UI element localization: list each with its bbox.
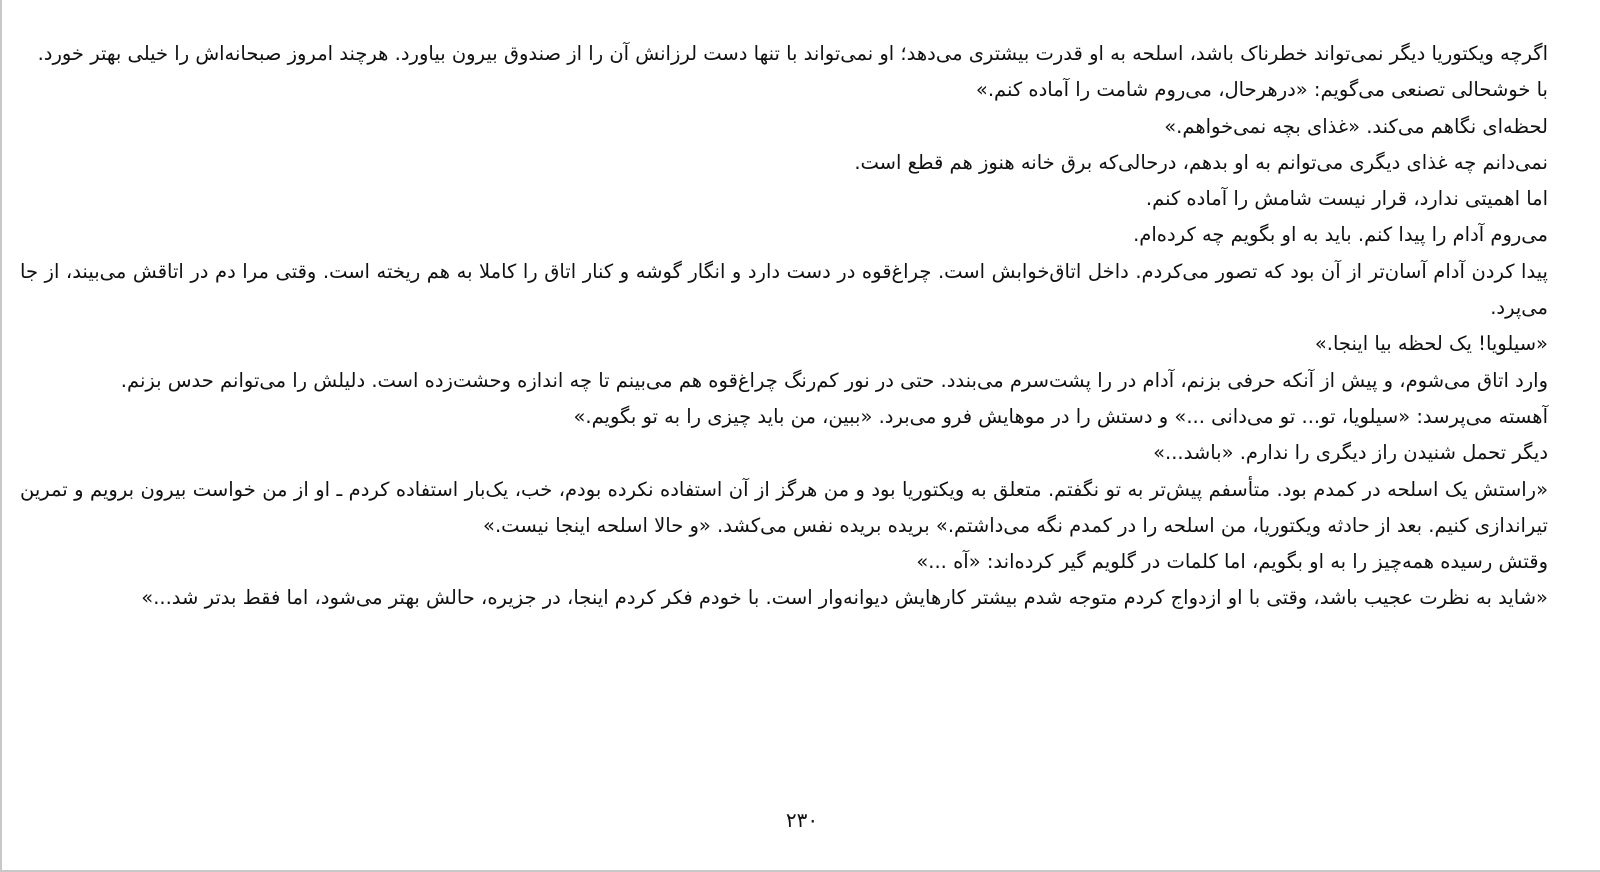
paragraph: می‌روم آدام را پیدا کنم. باید به او بگویم چه کرده‌ام. <box>1133 223 1548 247</box>
page-number: ۲۳۰ <box>785 808 819 832</box>
paragraph: «راستش یک اسلحه در کمدم بود. متأسفم پیش‌تر به تو نگفتم. متعلق به ویکتوریا بود و من هرگز از آن استفاده نکرده بودم، خب، یک‌بار استفاده کردم ـ او از من خواست بیرون برویم و تمرین تیراندازی کنیم. بعد از حادثه ویکتوریا، من اسلحه را در کمدم نگه می‌داشتم.» بریده بریده نفس می‌کشد. «و حالا اسلحه اینجا نیست.» <box>20 477 1548 537</box>
paragraph: وارد اتاق می‌شوم، و پیش از آنکه حرفی بزنم، آدام در را پشت‌سرم می‌بندد. حتی در نور کم‌رنگ چراغ‌قوه هم می‌بینم تا چه اندازه وحشت‌زده است. دلیلش را می‌توانم حدس بزنم. <box>120 368 1548 392</box>
page-text-body <box>20 36 1548 617</box>
paragraph: با خوشحالی تصنعی می‌گویم: «درهرحال، می‌روم شامت را آماده کنم.» <box>975 78 1548 102</box>
paragraph: لحظه‌ای نگاهم می‌کند. «غذای بچه نمی‌خواهم.» <box>1164 114 1548 138</box>
paragraph: دیگر تحمل شنیدن راز دیگری را ندارم. «باشد...» <box>1153 441 1548 465</box>
paragraph: آهسته می‌پرسد: «سیلویا، تو... تو می‌دانی ...» و دستش را در موهایش فرو می‌برد. «ببین، من باید چیزی را به تو بگویم.» <box>573 404 1548 428</box>
paragraph: نمی‌دانم چه غذای دیگری می‌توانم به او بدهم، درحالی‌که برق خانه هنوز هم قطع است. <box>854 150 1548 174</box>
paragraph: «سیلویا! یک لحظه بیا اینجا.» <box>1314 332 1548 356</box>
paragraph: اما اهمیتی ندارد، قرار نیست شامش را آماده کنم. <box>1145 187 1548 211</box>
paragraph: وقتش رسیده همه‌چیز را به او بگویم، اما کلمات در گلویم گیر کرده‌اند: «آه ...» <box>916 550 1548 574</box>
paragraph: پیدا کردن آدام آسان‌تر از آن بود که تصور می‌کردم. داخل اتاق‌خوابش است. چراغ‌قوه در دست دارد و انگار گوشه و کنار اتاق را کاملا به هم ریخته است. وقتی مرا دم در اتاقش می‌بیند، از جا می‌پرد. <box>20 259 1548 320</box>
paragraph: «شاید به نظرت عجیب باشد، وقتی با او ازدواج کردم متوجه شدم بیشتر کارهایش دیوانه‌وار است. با خودم فکر کردم اینجا، در جزیره، حالش بهتر می‌شود، اما فقط بدتر شد...» <box>141 586 1548 610</box>
paragraph: اگرچه ویکتوریا دیگر نمی‌تواند خطرناک باشد، اسلحه به او قدرت بیشتری می‌دهد؛ او نمی‌تواند با تنها دست لرزانش آن را از صندوق بیرون بیاورد. هرچند امروز صبحانه‌اش را خیلی بهتر خورد. <box>37 42 1548 65</box>
